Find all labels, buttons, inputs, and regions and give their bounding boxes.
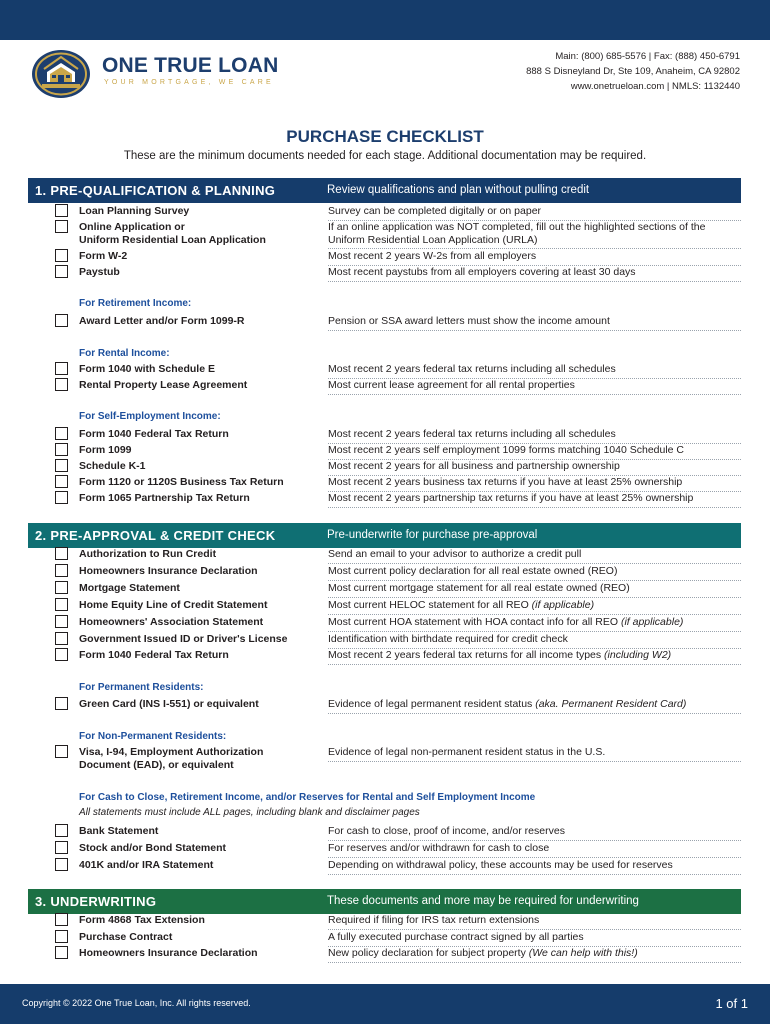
- checkbox[interactable]: [55, 314, 68, 327]
- item-name: Rental Property Lease Agreement: [79, 379, 248, 391]
- subheading-rental: For Rental Income:: [79, 348, 170, 359]
- item-description: Most current mortgage statement for all real estate owned (REO): [328, 582, 741, 598]
- section-3-header: [28, 889, 741, 914]
- page-subtitle: These are the minimum documents needed for each stage. Additional documentation may be required.: [123, 150, 647, 162]
- item-name: Green Card (INS I-551) or equivalent: [79, 698, 259, 710]
- item-description: A fully executed purchase contract signed by all parties: [328, 931, 741, 947]
- brand-tagline: YOUR MORTGAGE, WE CARE: [104, 79, 274, 86]
- section-1-header: [28, 178, 741, 203]
- item-name: Form 1040 Federal Tax Return: [79, 428, 229, 440]
- item-name: Form 1120 or 1120S Business Tax Return: [79, 476, 284, 488]
- checkbox[interactable]: [55, 475, 68, 488]
- item-name: Form 1040 with Schedule E: [79, 363, 215, 375]
- item-description-text: Most current HELOC statement for all REO: [328, 599, 529, 611]
- section-2-header: [28, 523, 741, 548]
- brand-name: ONE TRUE LOAN: [102, 54, 279, 77]
- item-description: For cash to close, proof of income, and/or reserves: [328, 825, 741, 841]
- item-description: Evidence of legal non-permanent resident status in the U.S.: [328, 746, 741, 762]
- item-description: Depending on withdrawal policy, these accounts may be used for reserves: [328, 859, 741, 875]
- item-name: Government Issued ID or Driver's License: [79, 633, 288, 645]
- item-description-note: (if applicable): [620, 616, 684, 628]
- section-3-title: 3. UNDERWRITING: [35, 894, 157, 909]
- item-description-text: Most current HOA statement with HOA contact info for all REO: [328, 616, 619, 628]
- item-name: Schedule K-1: [79, 460, 146, 472]
- section-3-summary: These documents and more may be required for underwriting: [327, 895, 639, 907]
- checkbox[interactable]: [55, 564, 68, 577]
- item-description: [328, 698, 741, 714]
- item-description-text: New policy declaration for subject property: [328, 947, 526, 959]
- checkbox[interactable]: [55, 204, 68, 217]
- item-name: Stock and/or Bond Statement: [79, 842, 227, 854]
- statements-note: All statements must include ALL pages, including blank and disclaimer pages: [79, 807, 420, 818]
- item-name: Authorization to Run Credit: [79, 548, 217, 560]
- item-name: Form 1040 Federal Tax Return: [79, 649, 229, 661]
- item-name: Bank Statement: [79, 825, 159, 837]
- subheading-cash-to-close: For Cash to Close, Retirement Income, and/or Reserves for Rental and Self Employment Income: [79, 792, 536, 803]
- section-2-summary: Pre-underwrite for purchase pre-approval: [327, 529, 538, 541]
- checkbox[interactable]: [55, 946, 68, 959]
- item-name: Homeowners Insurance Declaration: [79, 565, 258, 577]
- item-name: 401K and/or IRA Statement: [79, 859, 214, 871]
- item-description: Most recent 2 years business tax returns if you have at least 25% ownership: [328, 476, 741, 492]
- section-2-title: 2. PRE-APPROVAL & CREDIT CHECK: [35, 528, 276, 543]
- checkbox[interactable]: [55, 648, 68, 661]
- item-name: Purchase Contract: [79, 931, 173, 943]
- item-description: Required if filing for IRS tax return extensions: [328, 914, 741, 930]
- contact-website-nmls: www.onetrueloan.com | NMLS: 1132440: [570, 81, 740, 92]
- copyright-text: Copyright © 2022 One True Loan, Inc. All rights reserved.: [22, 998, 251, 1008]
- checkbox[interactable]: [55, 427, 68, 440]
- subheading-non-permanent-residents: For Non-Permanent Residents:: [79, 731, 227, 742]
- item-description-text: Evidence of legal permanent resident status: [328, 698, 533, 710]
- item-name: Form 1065 Partnership Tax Return: [79, 492, 250, 504]
- item-name: Home Equity Line of Credit Statement: [79, 599, 268, 611]
- checkbox[interactable]: [55, 491, 68, 504]
- item-description: If an online application was NOT completed, fill out the highlighted sections of the Uniform Residential Loan Application (URLA): [328, 221, 741, 249]
- section-1-summary: Review qualifications and plan without pulling credit: [327, 184, 590, 196]
- item-description: Most recent 2 years federal tax returns including all schedules: [328, 363, 741, 379]
- checkbox[interactable]: [55, 220, 68, 233]
- checkbox[interactable]: [55, 697, 68, 710]
- item-name: Homeowners' Association Statement: [79, 616, 264, 628]
- checkbox[interactable]: [55, 632, 68, 645]
- item-name: Mortgage Statement: [79, 582, 180, 594]
- item-description: Most recent paystubs from all employers covering at least 30 days: [328, 266, 741, 282]
- checkbox[interactable]: [55, 598, 68, 611]
- item-name-line2: Uniform Residential Loan Application: [79, 234, 266, 246]
- checkbox[interactable]: [55, 930, 68, 943]
- checkbox[interactable]: [55, 913, 68, 926]
- item-name: Homeowners Insurance Declaration: [79, 947, 258, 959]
- item-name: Award Letter and/or Form 1099-R: [79, 315, 245, 327]
- checkbox[interactable]: [55, 615, 68, 628]
- checkbox[interactable]: [55, 459, 68, 472]
- item-name: Form 1099: [79, 444, 132, 456]
- subheading-self-employment: For Self-Employment Income:: [79, 411, 221, 422]
- item-description: [328, 947, 741, 963]
- subheading-permanent-residents: For Permanent Residents:: [79, 682, 204, 693]
- item-name: [79, 746, 263, 772]
- item-name: Form W-2: [79, 250, 128, 262]
- checkbox[interactable]: [55, 443, 68, 456]
- checkbox[interactable]: [55, 581, 68, 594]
- item-description: Most recent 2 years for all business and partnership ownership: [328, 460, 741, 476]
- item-description: Most recent 2 years federal tax returns including all schedules: [328, 428, 741, 444]
- item-description: Most current lease agreement for all rental properties: [328, 379, 741, 395]
- item-description: [328, 599, 741, 615]
- subheading-retirement: For Retirement Income:: [79, 298, 192, 309]
- section-1-title: 1. PRE-QUALIFICATION & PLANNING: [35, 183, 276, 198]
- item-name: [79, 221, 266, 247]
- item-description: For reserves and/or withdrawn for cash to close: [328, 842, 741, 858]
- item-description: Most recent 2 years partnership tax returns if you have at least 25% ownership: [328, 492, 741, 508]
- checkbox[interactable]: [55, 745, 68, 758]
- item-description: Send an email to your advisor to authorize a credit pull: [328, 548, 741, 564]
- item-description: [328, 649, 741, 665]
- contact-block: [526, 49, 740, 94]
- checkbox[interactable]: [55, 824, 68, 837]
- item-name: Loan Planning Survey: [79, 205, 190, 217]
- item-description: [328, 616, 741, 632]
- one-true-loan-logo-icon: [30, 48, 92, 100]
- checkbox[interactable]: [55, 378, 68, 391]
- footer-bar: [0, 984, 770, 1024]
- item-description-text: Most recent 2 years federal tax returns for all income types: [328, 649, 602, 661]
- page-title: PURCHASE CHECKLIST: [286, 127, 484, 146]
- item-name-line2: Document (EAD), or equivalent: [79, 759, 234, 771]
- item-name-line1: Online Application or: [79, 221, 185, 233]
- item-description-note: (aka. Permanent Resident Card): [535, 698, 687, 710]
- item-description-note: (We can help with this!): [528, 947, 638, 959]
- checkbox[interactable]: [55, 547, 68, 560]
- item-description-note: (including W2): [604, 649, 672, 661]
- item-description: Most recent 2 years W-2s from all employers: [328, 250, 741, 266]
- contact-phone-fax: Main: (800) 685-5576 | Fax: (888) 450-6791: [555, 51, 740, 62]
- item-description: Identification with birthdate required for credit check: [328, 633, 741, 649]
- item-description: Most recent 2 years self employment 1099 forms matching 1040 Schedule C: [328, 444, 741, 460]
- item-name: Paystub: [79, 266, 120, 278]
- checkbox[interactable]: [55, 265, 68, 278]
- item-description: Most current policy declaration for all real estate owned (REO): [328, 565, 741, 581]
- item-description-note: (if applicable): [531, 599, 595, 611]
- item-description: Survey can be completed digitally or on paper: [328, 205, 741, 221]
- checkbox[interactable]: [55, 858, 68, 871]
- top-bar: [0, 0, 770, 40]
- item-description: Pension or SSA award letters must show the income amount: [328, 315, 741, 331]
- item-name: Form 4868 Tax Extension: [79, 914, 205, 926]
- page-number: 1 of 1: [715, 996, 748, 1011]
- checkbox[interactable]: [55, 841, 68, 854]
- checkbox[interactable]: [55, 362, 68, 375]
- contact-address: 888 S Disneyland Dr, Ste 109, Anaheim, CA 92802: [526, 66, 740, 77]
- item-name-line1: Visa, I-94, Employment Authorization: [79, 746, 264, 758]
- checkbox[interactable]: [55, 249, 68, 262]
